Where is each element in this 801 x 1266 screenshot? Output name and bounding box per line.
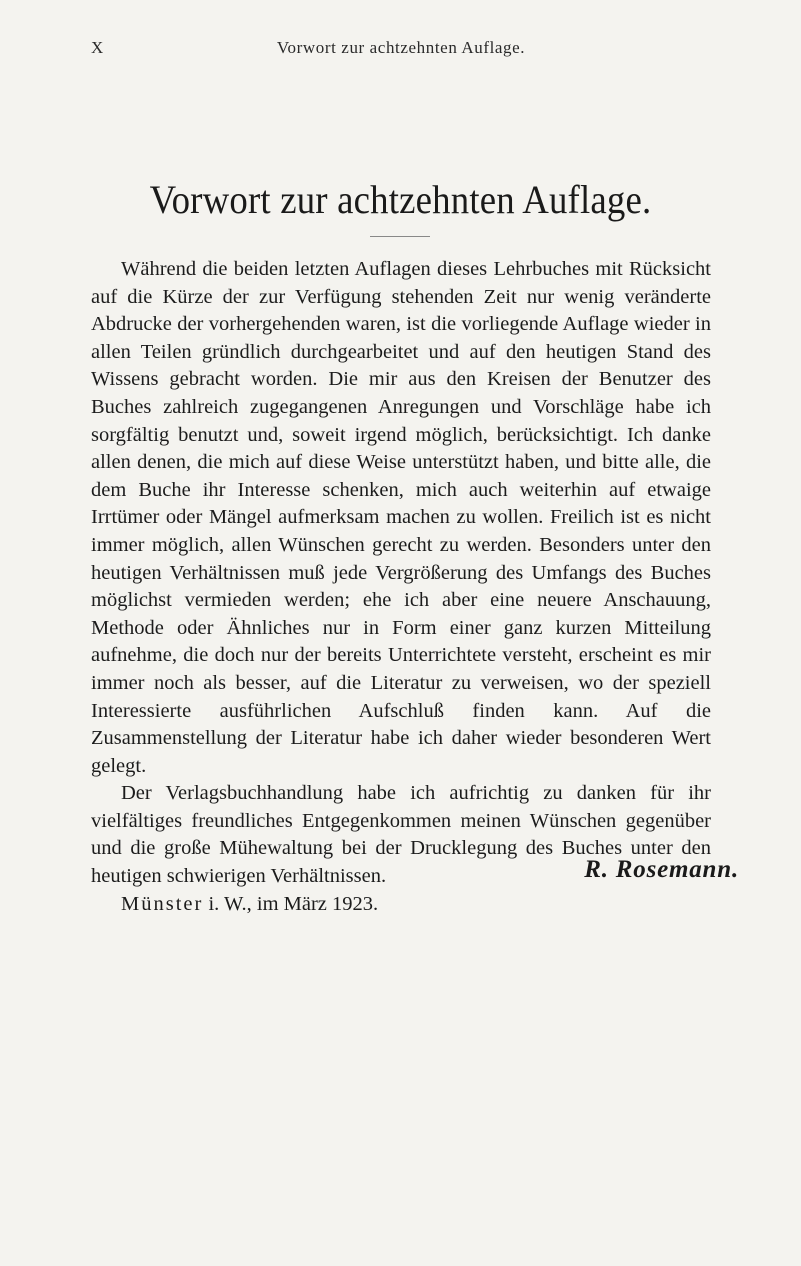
- preface-body: [91, 256, 711, 918]
- author-signature: R. Rosemann.: [584, 856, 739, 883]
- paragraph-1: Während die beiden letzten Auflagen dieses Lehrbuches mit Rücksicht auf die Kürze der zur Verfügung stehenden Zeit nur wenig veränderte Abdrucke der vorhergehenden waren, ist die vorliegende Auflage wieder in allen Teilen gründlich durchgearbeitet und auf den heutigen Stand des Wissens gebracht worden. Die mir aus den Kreisen der Benutzer des Buches zahlreich zugegangenen Anregungen und Vorschläge habe ich sorgfältig benutzt und, soweit irgend möglich, berücksichtigt. Ich danke allen denen, die mich auf diese Weise unterstützt haben, und bitte alle, die dem Buche ihr Interesse schenken, mich auch weiterhin auf etwaige Irrtümer oder Mängel aufmerksam machen zu wollen. Freilich ist es nicht immer möglich, allen Wünschen gerecht zu werden. Besonders unter den heutigen Verhältnissen muß jede Vergrößerung des Umfangs des Buches möglichst vermieden werden; ehe ich aber eine neuere Anschauung, Methode oder Ähnliches nur in Form einer ganz kurzen Mitteilung aufnehme, die doch nur der bereits Unterrichtete versteht, erscheint es mir immer noch als besser, auf die Literatur zu verweisen, wo der speziell Interessierte ausführlichen Aufschluß finden kann. Auf die Zusammenstellung der Literatur habe ich daher wieder besonderen Wert gelegt.: [91, 258, 711, 777]
- place-date-line: [91, 891, 711, 919]
- date-text: i. W., im März 1923.: [203, 892, 379, 915]
- title-divider: [370, 236, 430, 237]
- running-head: [91, 38, 711, 62]
- page-number: X: [91, 38, 104, 57]
- running-head-title: Vorwort zur achtzehnten Auflage.: [276, 38, 526, 57]
- page-title: Vorwort zur achtzehnten Auflage.: [149, 177, 652, 222]
- place-name: Münster: [121, 892, 204, 915]
- paragraph-2: Der Verlagsbuchhandlung habe ich aufrichtig zu danken für ihr vielfältiges freundliches Entgegenkommen meinen Wünschen gegenüber und die große Mühewaltung bei der Drucklegung des Buches unter den heutigen schwierigen Verhältnissen.: [91, 782, 711, 888]
